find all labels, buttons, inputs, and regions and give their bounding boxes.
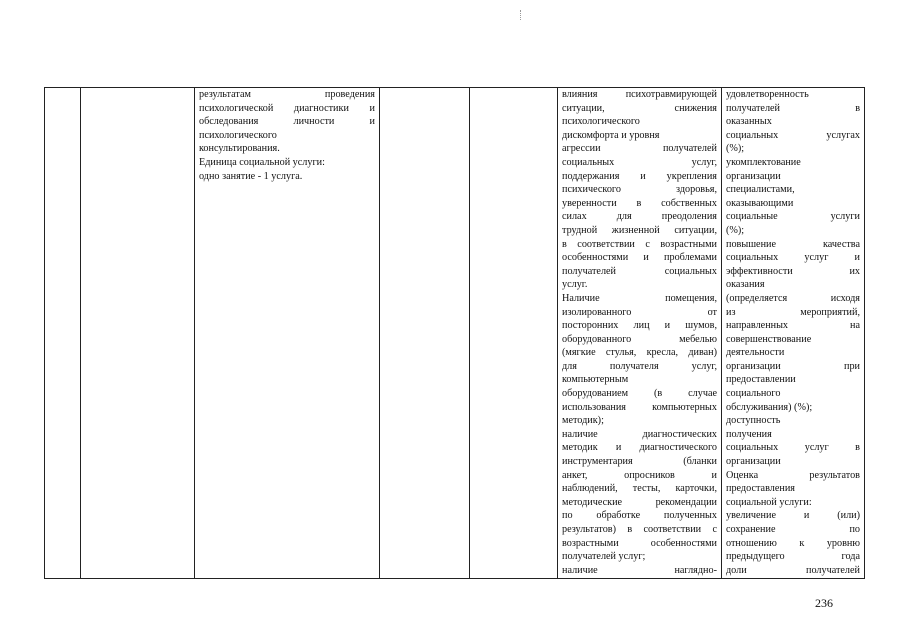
text-line: использования компьютерных [562,401,717,413]
text-line: агрессии получателей [562,143,717,155]
text-line: анкет, опросников и [562,469,717,481]
text-line: оказания [726,279,765,291]
text-line: для получателя услуг, [562,360,717,372]
text-line: совершенствование [726,333,812,345]
text-line: обследования личности и [199,116,375,128]
text-line: удовлетворенность [726,89,809,100]
text-line: получателей в [726,102,860,114]
cell-service-description [195,88,380,579]
text-line: методические рекомендации [562,496,717,508]
text-line: оборудованием (в случае [562,388,717,400]
text-line: социальных услугах [726,129,860,141]
text-line: повышение качества [726,238,860,250]
text-line: получения [726,428,772,440]
scan-mark [520,10,522,20]
text-line: одно занятие - 1 услуга. [199,170,303,182]
text-line: обслуживания) (%); [726,401,813,413]
text-line: результатам проведения [199,89,375,100]
text-line: трудной жизненной ситуации, [562,224,717,236]
text-line: методик); [562,415,604,427]
text-line: поддержания и укрепления [562,170,717,182]
text-line: особенностями и проблемами [562,252,717,264]
cell-quality-indicators [558,88,722,579]
text-line: организации при [726,360,860,372]
text-line: услуг. [562,279,588,291]
text-line: социальных услуг, [562,156,717,168]
text-line: (мягкие стулья, кресла, диван) [562,347,717,359]
text-line: психологического [199,129,277,141]
text-line: уверенности в собственных [562,197,717,209]
text-line: получателей услуг; [562,551,646,563]
text-line: оборудованного мебелью [562,333,717,345]
text-line: социальной услуги: [726,496,812,508]
text-line: Наличие помещения, [562,292,717,304]
text-line: социальных услуг и [726,252,860,264]
text-line: увеличение и (или) [726,510,860,522]
text-line: предыдущего года [726,551,860,563]
cell-service-name [81,88,195,579]
text-line: дискомфорта и уровня [562,129,660,141]
text-line: организации [726,170,781,182]
text-line: по обработке полученных [562,510,717,522]
text-line: социальных услуг в [726,442,860,454]
text-line: оказывающими [726,197,794,209]
text-line: сохранение по [726,524,860,535]
text-line: силах для преодоления [562,211,717,223]
text-line: отношению к уровню [726,537,860,549]
text-line: психологической диагностики и [199,102,375,114]
cell-tariff [470,88,558,579]
text-line: наличие диагностических [562,428,717,440]
text-line: Единица социальной услуги: [199,156,325,168]
text-line: наблюдений, тесты, карточки, [562,483,717,495]
text-line: эффективности их [726,265,860,277]
text-line: методик и диагностического [562,442,717,454]
text-line: специалистами, [726,184,795,196]
text-line: оказанных [726,116,772,128]
text-line: укомплектование [726,156,801,168]
cell-number [45,88,81,579]
text-line: в соответствии с возрастными [562,238,717,250]
cell-term [380,88,470,579]
text-line: социального [726,388,781,400]
page-number: 236 [815,596,833,610]
text-line: психологического [562,116,640,128]
text-line: организации [726,456,781,468]
cell-evaluation-conditions [722,88,865,579]
text-line: предоставлении [726,374,796,386]
text-line: посторонних лиц и шумов, [562,320,717,332]
text-line: деятельности [726,347,785,359]
text-line: инструментария (бланки [562,456,717,468]
text-line: (%); [726,224,745,236]
text-line: доли получателей [726,564,860,576]
text-line: (определяется исходя [726,292,860,304]
text-line: (%); [726,143,745,155]
text-line: психического здоровья, [562,184,717,196]
text-line: предоставления [726,483,795,495]
text-line: изолированного от [562,306,717,318]
text-line: влияния психотравмирующей [562,89,717,100]
text-line: из мероприятий, [726,306,860,318]
text-line: Оценка результатов [726,469,860,481]
table-row [45,88,865,579]
text-line: консультирования. [199,143,280,155]
text-line: ситуации, снижения [562,102,717,114]
text-line: результатов) в соответствии с [562,524,717,535]
text-line: социальные услуги [726,211,860,223]
text-line: компьютерным [562,374,629,386]
text-line: направленных на [726,320,860,332]
text-line: получателей социальных [562,265,717,277]
text-line: доступность [726,415,781,427]
text-line: наличие наглядно- [562,564,717,576]
text-line: возрастными особенностями [562,537,717,549]
services-table [44,87,865,579]
